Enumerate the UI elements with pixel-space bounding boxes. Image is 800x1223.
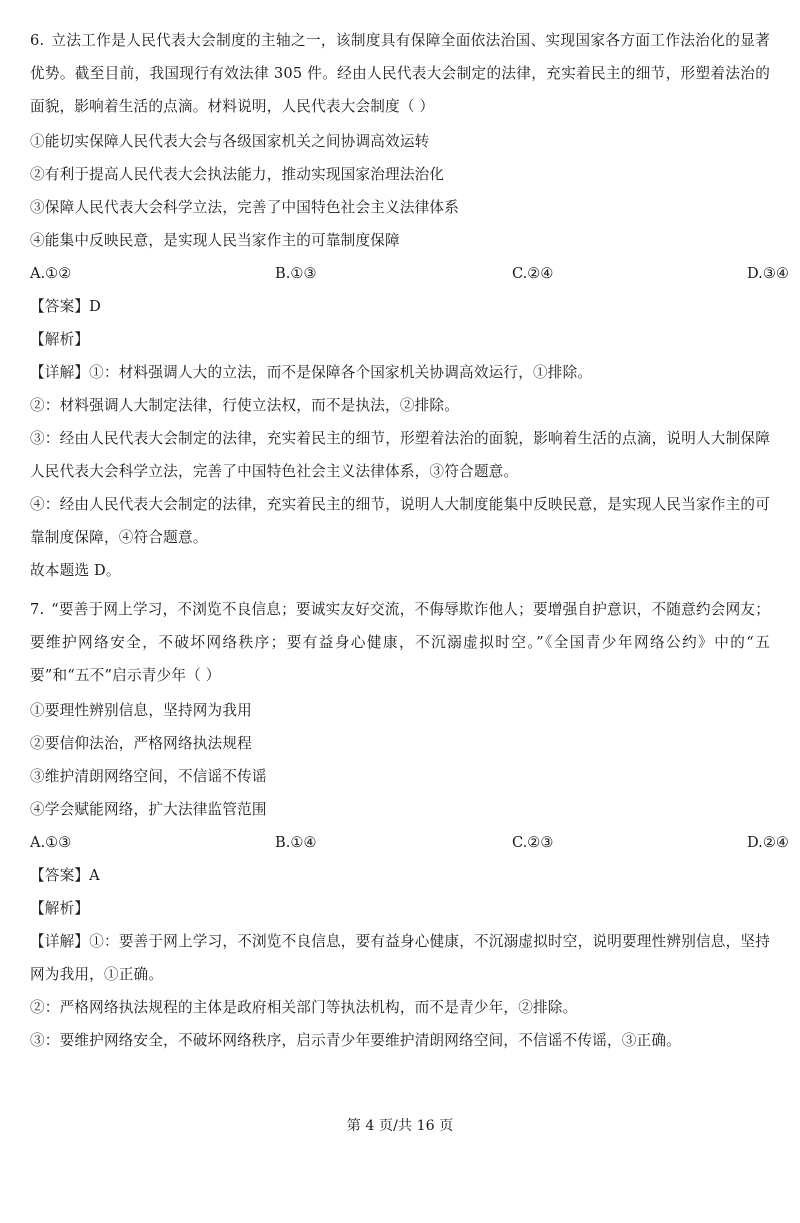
answer-label: 【答案】A [30, 867, 100, 884]
detail-paragraph: ②：材料强调人大制定法律，行使立法权，而不是执法，②排除。 [30, 397, 460, 414]
statement-item: ①要理性辨别信息，坚持网为我用 [30, 702, 252, 719]
question-block-6 [30, 24, 789, 587]
question-stem-text: 立法工作是人民代表大会制度的主轴之一，该制度具有保障全面依法治国、实现国家各方面工作法治化的显著优势。截至目前，我国现行有效法律 305 件。经由人民代表大会制定的法律，充实着民主的细节，形塑着法治的面貌，影响着生活的点滴。材料说明，人民代表大会制度（ ） [30, 32, 771, 115]
question-stem [30, 593, 770, 692]
question-block-7 [30, 593, 789, 1057]
detail-paragraph: ③：要维护网络安全，不破坏网络秩序，启示青少年要维护清朗网络空间，不信谣不传谣，③正确。 [30, 1032, 681, 1049]
option-b[interactable]: B.①④ [275, 834, 317, 851]
statement-item: ③保障人民代表大会科学立法，完善了中国特色社会主义法律体系 [30, 199, 460, 216]
conclusion-paragraph: 故本题选 D。 [30, 562, 121, 579]
answer-label: 【答案】D [30, 298, 102, 315]
detail-paragraph: ②：严格网络执法规程的主体是政府相关部门等执法机构，而不是青少年，②排除。 [30, 999, 578, 1016]
detail-paragraph: ③：经由人民代表大会制定的法律，充实着民主的细节，形塑着法治的面貌，影响着生活的点滴，说明人大制保障人民代表大会科学立法，完善了中国特色社会主义法律体系，③符合题意。 [30, 430, 770, 480]
analysis-label: 【解析】 [30, 900, 90, 917]
detail-paragraph: 【详解】①：材料强调人大的立法，而不是保障各个国家机关协调高效运行，①排除。 [30, 364, 593, 381]
option-a[interactable]: A.①③ [30, 834, 72, 851]
page-footer: 第 4 页/共 16 页 [346, 1118, 454, 1134]
option-c[interactable]: C.②④ [512, 265, 554, 282]
detail-paragraph: ④：经由人民代表大会制定的法律，充实着民主的细节，说明人大制度能集中反映民意，是实现人民当家作主的可靠制度保障，④符合题意。 [30, 496, 770, 546]
statement-item: ②有利于提高人民代表大会执法能力，推动实现国家治理法治化 [30, 166, 445, 183]
question-stem [30, 24, 770, 123]
question-number: 7. [30, 601, 45, 618]
option-b[interactable]: B.①③ [275, 265, 317, 282]
analysis-label: 【解析】 [30, 331, 90, 348]
statement-item: ②要信仰法治，严格网络执法规程 [30, 735, 252, 752]
detail-paragraph: 【详解】①：要善于网上学习，不浏览不良信息，要有益身心健康，不沉溺虚拟时空，说明要理性辨别信息，坚持网为我用，①正确。 [30, 933, 770, 983]
question-number: 6. [30, 32, 45, 49]
question-stem-text: “要善于网上学习，不浏览不良信息；要诚实友好交流，不侮辱欺诈他人；要增强自护意识，不随意约会网友；要维护网络安全，不破坏网络秩序；要有益身心健康，不沉溺虚拟时空。”《全国青少年网络公约》中的“五要”和“五不”启示青少年（ ） [30, 601, 771, 684]
option-row [30, 826, 789, 859]
option-row [30, 257, 789, 290]
statement-item: ④学会赋能网络，扩大法律监管范围 [30, 801, 267, 818]
option-d[interactable]: D.②④ [747, 834, 789, 851]
option-a[interactable]: A.①② [30, 265, 72, 282]
option-c[interactable]: C.②③ [512, 834, 554, 851]
statement-item: ①能切实保障人民代表大会与各级国家机关之间协调高效运转 [30, 133, 430, 150]
statement-item: ③维护清朗网络空间，不信谣不传谣 [30, 768, 267, 785]
statement-item: ④能集中反映民意，是实现人民当家作主的可靠制度保障 [30, 232, 400, 249]
option-d[interactable]: D.③④ [747, 265, 789, 282]
